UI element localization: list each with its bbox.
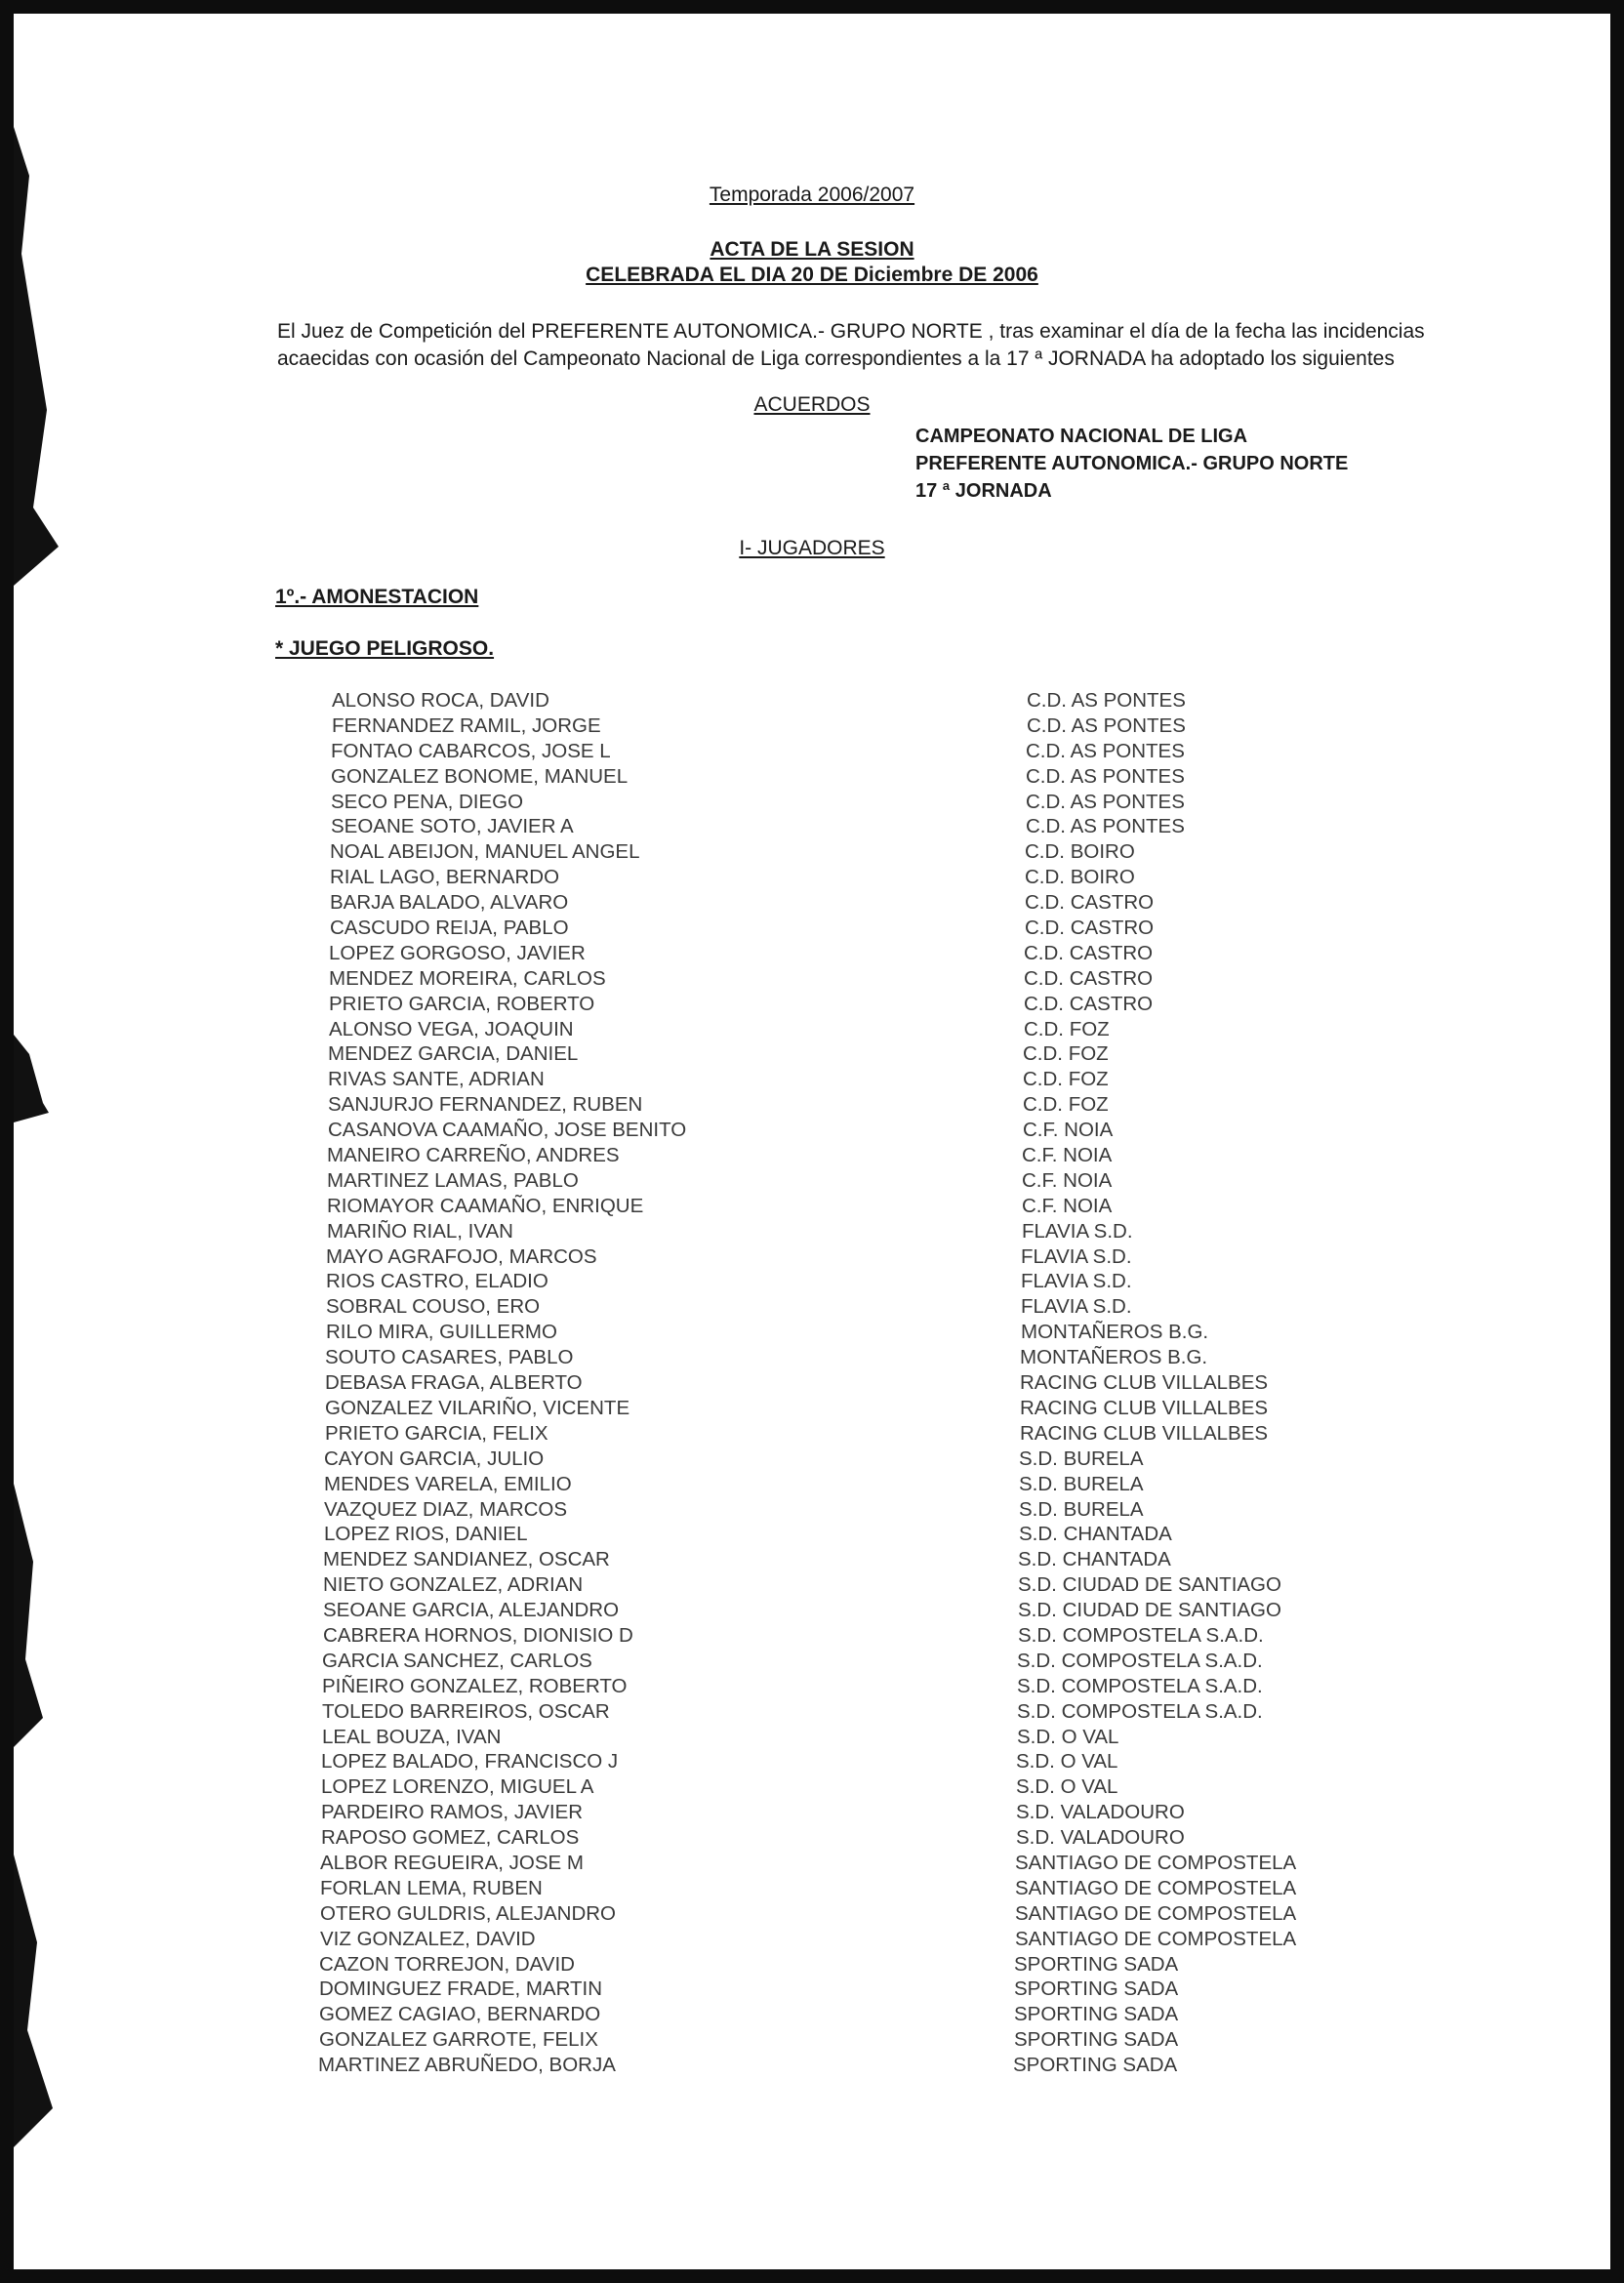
player-name: MARTINEZ ABRUÑEDO, BORJA <box>318 2054 616 2077</box>
player-row <box>0 1042 1624 1068</box>
section-title: I- JUGADORES <box>739 537 885 559</box>
player-club: S.D. CHANTADA <box>1018 1548 1171 1571</box>
player-row <box>0 1700 1624 1726</box>
player-name: FONTAO CABARCOS, JOSE L <box>331 739 611 762</box>
player-row <box>0 891 1624 917</box>
player-row <box>0 1245 1624 1271</box>
player-name: SEOANE SOTO, JAVIER A <box>331 815 574 838</box>
player-name: MAYO AGRAFOJO, MARCOS <box>326 1244 597 1268</box>
intro-line: acaecidas con ocasión del Campeonato Nacional de Liga correspondientes a la 17 ª JORNADA ha adoptado los siguientes <box>277 347 1395 370</box>
campeonato-line: CAMPEONATO NACIONAL DE LIGA <box>915 426 1248 447</box>
player-club: S.D. CHANTADA <box>1019 1523 1172 1546</box>
player-club: C.F. NOIA <box>1022 1168 1113 1192</box>
acta-title: ACTA DE LA SESION <box>710 238 914 261</box>
player-club: C.D. FOZ <box>1023 1042 1109 1066</box>
player-club: C.F. NOIA <box>1022 1144 1113 1167</box>
player-row <box>0 1447 1624 1473</box>
player-row <box>0 942 1624 967</box>
player-club: C.D. AS PONTES <box>1027 713 1186 737</box>
acuerdos-heading: ACUERDOS <box>753 393 871 416</box>
player-row <box>0 791 1624 816</box>
player-club: FLAVIA S.D. <box>1021 1270 1132 1293</box>
player-name: DOMINGUEZ FRADE, MARTIN <box>319 1977 603 2001</box>
player-name: GONZALEZ VILARIÑO, VICENTE <box>325 1396 630 1419</box>
player-club: C.D. AS PONTES <box>1026 739 1185 762</box>
player-row <box>0 1750 1624 1775</box>
player-name: GONZALEZ BONOME, MANUEL <box>331 764 629 788</box>
player-name: SECO PENA, DIEGO <box>331 790 524 813</box>
player-row <box>0 1928 1624 1953</box>
player-club: SPORTING SADA <box>1013 2054 1178 2077</box>
player-club: SPORTING SADA <box>1014 1952 1179 1976</box>
intro-paragraph <box>277 318 1526 373</box>
player-row <box>0 1573 1624 1599</box>
player-name: RIAL LAGO, BERNARDO <box>330 866 560 889</box>
player-club: MONTAÑEROS B.G. <box>1021 1321 1209 1344</box>
player-name: CAZON TORREJON, DAVID <box>319 1952 575 1976</box>
player-name: TOLEDO BARREIROS, OSCAR <box>322 1699 610 1723</box>
player-row <box>0 1624 1624 1650</box>
player-name: CASCUDO REIJA, PABLO <box>330 917 569 940</box>
player-row <box>0 1371 1624 1397</box>
player-row <box>0 1321 1624 1346</box>
player-name: PRIETO GARCIA, FELIX <box>325 1421 548 1445</box>
player-club: C.F. NOIA <box>1023 1119 1114 1142</box>
player-list <box>0 689 1624 2079</box>
player-name: GOMEZ CAGIAO, BERNARDO <box>319 2003 601 2026</box>
player-name: ALONSO ROCA, DAVID <box>332 689 549 712</box>
player-name: LOPEZ RIOS, DANIEL <box>324 1523 528 1546</box>
player-club: C.D. BOIRO <box>1025 866 1135 889</box>
player-name: MENDES VARELA, EMILIO <box>324 1472 572 1495</box>
player-row <box>0 815 1624 840</box>
player-name: VAZQUEZ DIAZ, MARCOS <box>324 1497 568 1521</box>
player-name: PRIETO GARCIA, ROBERTO <box>329 992 595 1015</box>
player-row <box>0 1346 1624 1371</box>
player-name: VIZ GONZALEZ, DAVID <box>320 1927 536 1950</box>
player-club: C.D. CASTRO <box>1024 992 1154 1015</box>
player-club: C.D. CASTRO <box>1025 917 1155 940</box>
player-row <box>0 765 1624 791</box>
player-club: SANTIAGO DE COMPOSTELA <box>1015 1901 1297 1925</box>
player-name: RIVAS SANTE, ADRIAN <box>328 1068 545 1091</box>
player-name: PIÑEIRO GONZALEZ, ROBERTO <box>322 1674 628 1697</box>
player-club: FLAVIA S.D. <box>1022 1219 1133 1243</box>
player-name: MENDEZ MOREIRA, CARLOS <box>329 966 606 990</box>
player-club: FLAVIA S.D. <box>1021 1295 1132 1319</box>
player-club: S.D. BURELA <box>1019 1447 1144 1470</box>
player-name: OTERO GULDRIS, ALEJANDRO <box>320 1901 617 1925</box>
player-name: MENDEZ SANDIANEZ, OSCAR <box>323 1548 610 1571</box>
player-name: SOUTO CASARES, PABLO <box>325 1346 574 1369</box>
player-name: CABRERA HORNOS, DIONISIO D <box>323 1623 633 1647</box>
player-club: S.D. VALADOURO <box>1016 1801 1185 1824</box>
player-club: RACING CLUB VILLALBES <box>1020 1396 1269 1419</box>
player-row <box>0 1523 1624 1548</box>
player-club: SPORTING SADA <box>1014 2003 1179 2026</box>
player-row <box>0 917 1624 942</box>
player-row <box>0 1650 1624 1675</box>
player-row <box>0 1169 1624 1195</box>
player-name: LOPEZ GORGOSO, JAVIER <box>329 941 586 964</box>
player-club: S.D. O VAL <box>1017 1725 1119 1748</box>
player-club: S.D. COMPOSTELA S.A.D. <box>1017 1649 1263 1672</box>
player-row <box>0 1902 1624 1928</box>
player-row <box>0 840 1624 866</box>
player-row <box>0 1548 1624 1573</box>
player-club: C.D. FOZ <box>1024 1017 1110 1040</box>
player-name: PARDEIRO RAMOS, JAVIER <box>321 1801 584 1824</box>
player-club: SANTIAGO DE COMPOSTELA <box>1015 1927 1297 1950</box>
player-club: C.D. AS PONTES <box>1026 764 1185 788</box>
player-name: BARJA BALADO, ALVARO <box>330 891 569 915</box>
player-name: FERNANDEZ RAMIL, JORGE <box>332 713 601 737</box>
campeonato-line: PREFERENTE AUTONOMICA.- GRUPO NORTE <box>915 453 1349 474</box>
player-club: SANTIAGO DE COMPOSTELA <box>1015 1876 1297 1899</box>
player-name: FORLAN LEMA, RUBEN <box>320 1876 543 1899</box>
player-club: S.D. CIUDAD DE SANTIAGO <box>1018 1573 1281 1597</box>
player-row <box>0 1119 1624 1144</box>
player-row <box>0 714 1624 740</box>
player-name: RAPOSO GOMEZ, CARLOS <box>321 1826 580 1850</box>
player-row <box>0 1726 1624 1751</box>
player-club: C.D. AS PONTES <box>1026 790 1185 813</box>
player-club: S.D. COMPOSTELA S.A.D. <box>1018 1623 1264 1647</box>
player-club: S.D. O VAL <box>1016 1750 1118 1773</box>
player-club: C.D. AS PONTES <box>1026 815 1185 838</box>
player-club: S.D. COMPOSTELA S.A.D. <box>1017 1674 1263 1697</box>
player-row <box>0 1599 1624 1624</box>
session-date-title: CELEBRADA EL DIA 20 DE Diciembre DE 2006 <box>586 264 1038 286</box>
player-row <box>0 689 1624 714</box>
player-club: RACING CLUB VILLALBES <box>1020 1421 1269 1445</box>
category-title: * JUEGO PELIGROSO. <box>275 637 495 660</box>
player-name: ALONSO VEGA, JOAQUIN <box>329 1017 574 1040</box>
player-row <box>0 1498 1624 1524</box>
player-club: SANTIAGO DE COMPOSTELA <box>1015 1851 1297 1874</box>
player-club: RACING CLUB VILLALBES <box>1020 1371 1269 1395</box>
player-club: C.D. BOIRO <box>1025 840 1135 864</box>
player-name: ALBOR REGUEIRA, JOSE M <box>320 1851 584 1874</box>
subsection-title: 1º.- AMONESTACION <box>275 586 479 608</box>
player-row <box>0 967 1624 993</box>
player-club: C.F. NOIA <box>1022 1194 1113 1217</box>
player-name: LOPEZ LORENZO, MIGUEL A <box>321 1775 594 1799</box>
season-title: Temporada 2006/2007 <box>709 183 915 206</box>
player-name: GONZALEZ GARROTE, FELIX <box>319 2028 598 2052</box>
player-name: MARTINEZ LAMAS, PABLO <box>327 1168 579 1192</box>
player-name: MARIÑO RIAL, IVAN <box>327 1219 513 1243</box>
player-row <box>0 993 1624 1018</box>
player-row <box>0 1877 1624 1902</box>
player-name: RIOS CASTRO, ELADIO <box>326 1270 548 1293</box>
player-name: MANEIRO CARREÑO, ANDRES <box>327 1144 620 1167</box>
player-club: FLAVIA S.D. <box>1021 1244 1132 1268</box>
player-row <box>0 1220 1624 1245</box>
player-name: CAYON GARCIA, JULIO <box>324 1447 545 1470</box>
player-name: LOPEZ BALADO, FRANCISCO J <box>321 1750 619 1773</box>
player-row <box>0 866 1624 891</box>
player-name: NOAL ABEIJON, MANUEL ANGEL <box>330 840 640 864</box>
player-club: S.D. O VAL <box>1016 1775 1118 1799</box>
player-name: NIETO GONZALEZ, ADRIAN <box>323 1573 584 1597</box>
player-row <box>0 1953 1624 1978</box>
player-row <box>0 1144 1624 1169</box>
player-row <box>0 2028 1624 2054</box>
player-row <box>0 1775 1624 1801</box>
player-name: DEBASA FRAGA, ALBERTO <box>325 1371 583 1395</box>
intro-line: El Juez de Competición del PREFERENTE AUTONOMICA.- GRUPO NORTE , tras examinar el día de la fecha las incidencias <box>277 320 1425 343</box>
player-club: C.D. FOZ <box>1023 1068 1109 1091</box>
player-club: SPORTING SADA <box>1014 2028 1179 2052</box>
player-name: MENDEZ GARCIA, DANIEL <box>328 1042 579 1066</box>
player-club: C.D. CASTRO <box>1024 966 1154 990</box>
player-name: CASANOVA CAAMAÑO, JOSE BENITO <box>328 1119 687 1142</box>
player-name: SEOANE GARCIA, ALEJANDRO <box>323 1599 620 1622</box>
player-row <box>0 1195 1624 1220</box>
campeonato-block <box>915 423 1348 505</box>
player-name: RIOMAYOR CAAMAÑO, ENRIQUE <box>327 1194 644 1217</box>
player-club: C.D. AS PONTES <box>1027 689 1186 712</box>
player-row <box>0 1473 1624 1498</box>
player-row <box>0 1852 1624 1877</box>
campeonato-line: 17 ª JORNADA <box>915 480 1052 502</box>
player-club: S.D. COMPOSTELA S.A.D. <box>1017 1699 1263 1723</box>
player-club: S.D. BURELA <box>1019 1497 1144 1521</box>
player-row <box>0 1397 1624 1422</box>
player-club: S.D. VALADOURO <box>1016 1826 1185 1850</box>
player-row <box>0 1422 1624 1447</box>
player-club: C.D. FOZ <box>1023 1093 1109 1117</box>
player-club: S.D. CIUDAD DE SANTIAGO <box>1018 1599 1281 1622</box>
player-row <box>0 1675 1624 1700</box>
player-club: S.D. BURELA <box>1019 1472 1144 1495</box>
player-row <box>0 1093 1624 1119</box>
player-club: MONTAÑEROS B.G. <box>1020 1346 1208 1369</box>
player-row <box>0 1977 1624 2003</box>
player-row <box>0 1270 1624 1295</box>
player-row <box>0 1295 1624 1321</box>
player-name: SANJURJO FERNANDEZ, RUBEN <box>328 1093 643 1117</box>
player-club: SPORTING SADA <box>1014 1977 1179 2001</box>
player-name: LEAL BOUZA, IVAN <box>322 1725 502 1748</box>
player-row <box>0 2054 1624 2079</box>
player-name: GARCIA SANCHEZ, CARLOS <box>322 1649 592 1672</box>
player-row <box>0 1801 1624 1826</box>
player-name: RILO MIRA, GUILLERMO <box>326 1321 557 1344</box>
player-club: C.D. CASTRO <box>1024 941 1154 964</box>
player-row <box>0 740 1624 765</box>
player-club: C.D. CASTRO <box>1025 891 1155 915</box>
player-row <box>0 1018 1624 1043</box>
player-row <box>0 1826 1624 1852</box>
player-name: SOBRAL COUSO, ERO <box>326 1295 541 1319</box>
player-row <box>0 2003 1624 2028</box>
player-row <box>0 1068 1624 1093</box>
